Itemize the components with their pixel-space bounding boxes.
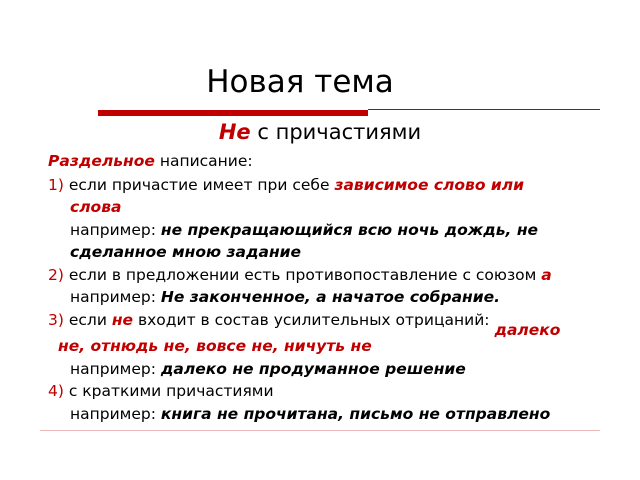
rule-1-cont	[48, 196, 638, 219]
highlight: не, отнюдь не, вовсе не, ничуть не	[58, 337, 372, 355]
text: например:	[70, 404, 161, 423]
text: входит в состав усилительных отрицаний:	[133, 310, 495, 329]
example: сделанное мною задание	[70, 243, 302, 261]
line-separate-writing	[48, 150, 638, 173]
text: если	[63, 310, 112, 329]
highlight: далеко	[494, 320, 561, 339]
highlight: зависимое слово или	[334, 175, 524, 194]
slide-content	[48, 150, 638, 425]
example-2	[48, 286, 638, 309]
page-title: Новая тема	[206, 64, 394, 100]
subtitle-ne: Не	[218, 120, 251, 144]
bottom-divider	[40, 430, 600, 431]
text: например:	[70, 359, 161, 378]
example-3	[48, 358, 638, 381]
text: с краткими причастиями	[63, 382, 274, 400]
example-1	[48, 219, 638, 242]
highlight: не	[111, 310, 134, 329]
rule-4	[48, 380, 638, 403]
rule-number: 2)	[48, 265, 64, 284]
highlight: а	[541, 265, 552, 284]
rule-1	[48, 174, 638, 197]
text: например:	[70, 288, 161, 306]
term-separate: Раздельное	[48, 152, 155, 170]
example: Не законченное, а начатое собрание.	[160, 288, 500, 306]
text: если причастие имеет при себе	[63, 175, 335, 194]
example: не прекращающийся всю ночь дождь, не	[160, 220, 539, 239]
highlight: слова	[70, 198, 122, 216]
example-1-cont	[48, 241, 638, 264]
example: далеко не продуманное решение	[160, 359, 466, 378]
subtitle-rest: с причастиями	[250, 120, 422, 144]
example: книга не прочитана, письмо не отправлено	[160, 404, 551, 423]
text: написание:	[154, 152, 253, 170]
text: если в предложении есть противопоставление с союзом	[63, 265, 542, 284]
subtitle	[0, 120, 640, 144]
rule-number: 4)	[48, 382, 64, 400]
example-4	[48, 403, 638, 426]
rule-number: 3)	[48, 310, 64, 329]
title-underline-bar	[98, 110, 368, 116]
text: например:	[70, 220, 161, 239]
rule-2	[48, 264, 638, 287]
rule-number: 1)	[48, 175, 64, 194]
title-underline-line	[368, 109, 600, 110]
rule-3	[48, 309, 638, 339]
